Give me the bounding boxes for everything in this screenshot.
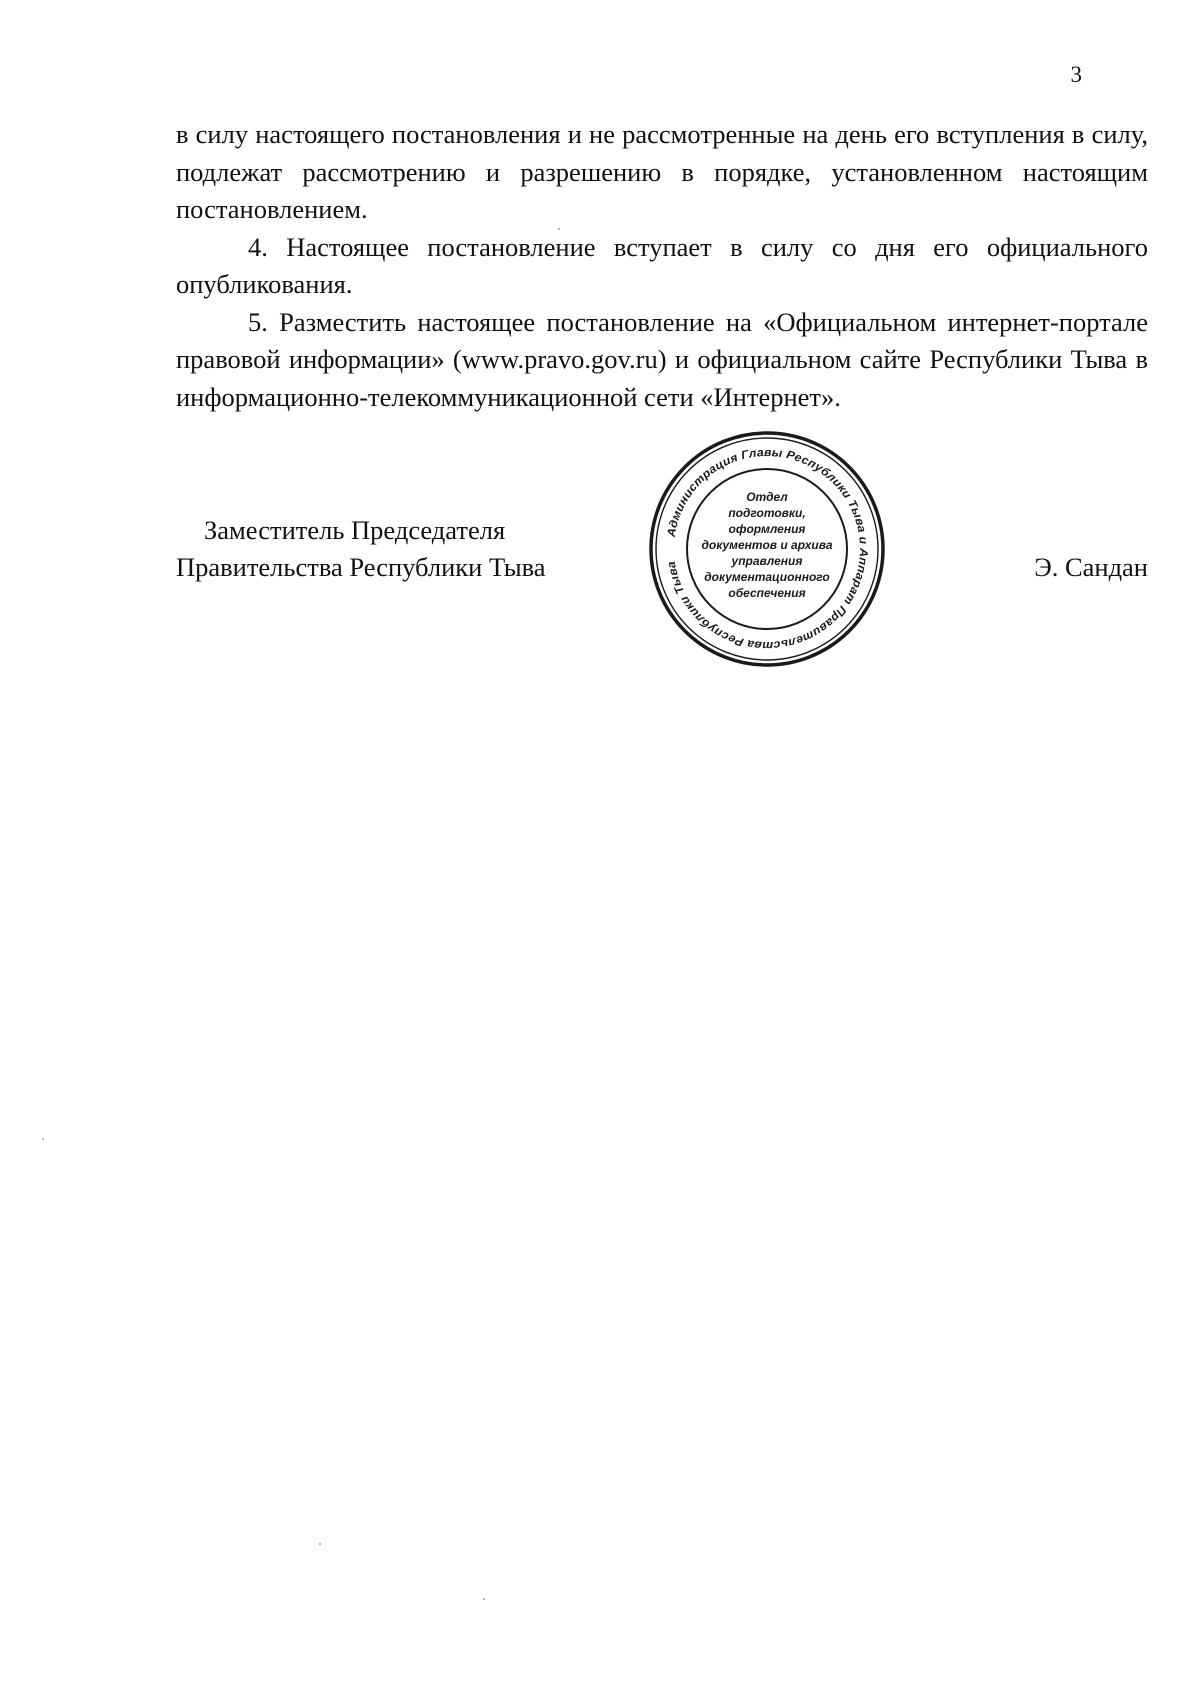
scan-speck (319, 1543, 321, 1545)
stamp-center-line-7: обеспечения (728, 586, 806, 600)
signatory-title-line-2: Правительства Республики Тыва (176, 552, 546, 582)
page-number: 3 (1070, 62, 1082, 87)
signatory-title-line-1: Заместитель Председателя (204, 515, 506, 545)
paragraph-4: 4. Настоящее постановление вступает в силу со дня его официального опубликования. (176, 231, 1148, 299)
paragraph-continuation: в силу настоящего постановления и не рассмотренные на день его вступления в силу, подлежат рассмотрению и разрешению в порядке, установленном настоящим постановлением. (176, 119, 1148, 224)
scan-speck (42, 1138, 44, 1140)
scan-speck (558, 228, 560, 230)
stamp-center-line-4: документов и архива (701, 538, 833, 552)
official-stamp (646, 428, 888, 670)
paragraph-5: 5. Разместить настоящее постановление на «Официальном интернет-портале правовой информации» (www.pravo.gov.ru) и официальном сайте Республики Тыва в информационно-телекоммуникационной сети «Интернет». (176, 306, 1148, 412)
stamp-ring-textpath: Администрация Главы Республики Тыва и Аппарат Правительства Республики Тыва (665, 446, 870, 652)
stamp-center-line-6: документационного (704, 570, 830, 584)
stamp-center-line-5: управления (731, 554, 803, 568)
stamp-center-line-1: Отдел (746, 490, 788, 504)
stamp-center-line-2: подготовки, (728, 506, 806, 520)
scan-speck (483, 1598, 485, 1600)
document-body (176, 116, 1148, 416)
stamp-center-line-3: оформления (728, 522, 806, 536)
signatory-title (176, 512, 546, 586)
signatory-name: Э. Сандан (1034, 552, 1148, 582)
